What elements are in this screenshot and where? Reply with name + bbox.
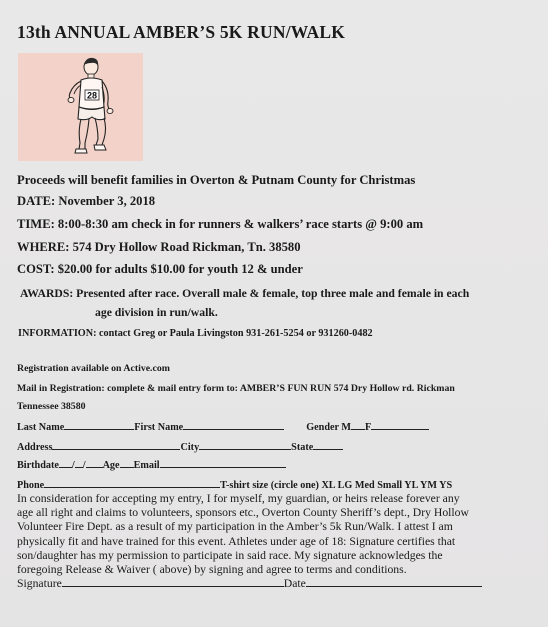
waiver-line: In consideration for accepting my entry, I for myself, my guardian, or heirs release forever any [17, 492, 460, 505]
phone-field[interactable] [44, 478, 220, 488]
signature-date-field[interactable] [306, 577, 482, 587]
waiver-line: Volunteer Fire Dept. as a result of my participation in the Amber’s 5k Run/Walk. I attest I am [17, 520, 453, 534]
phone-row [17, 478, 452, 491]
signature-row [17, 577, 529, 591]
where-line: WHERE: 574 Dry Hollow Road Rickman, Tn. 38580 [17, 240, 301, 254]
waiver-paragraph [17, 492, 529, 591]
signature-field[interactable] [62, 577, 284, 587]
birth-day-field[interactable] [75, 458, 83, 468]
email-field[interactable] [160, 458, 286, 468]
first-name-label: First Name [134, 422, 184, 433]
awards-line-2: age division in run/walk. [95, 306, 218, 319]
state-field[interactable] [313, 440, 343, 450]
time-line: TIME: 8:00-8:30 am check in for runners & walkers’ race starts @ 9:00 am [17, 217, 424, 231]
cost-line: COST: $20.00 for adults $10.00 for youth 12 & under [17, 262, 303, 276]
birth-month-field[interactable] [59, 458, 72, 468]
waiver-line: physically fit and have trained for this event. Athletes under age of 18: Signature certifies that [17, 534, 456, 548]
gender-f-label: F [365, 422, 372, 433]
date-label: Date [283, 577, 306, 591]
email-label: Email [133, 460, 160, 471]
birthdate-row [17, 458, 286, 471]
runner-icon [18, 53, 143, 161]
bib-number: 28 [86, 90, 98, 101]
tshirt-label: T-shirt size (circle one) XL LG Med Small YL YM YS [220, 480, 453, 491]
mail-registration-line-2: Tennessee 38580 [17, 401, 86, 412]
information-line: INFORMATION: contact Greg or Paula Livingston 931-261-5254 or 931260-0482 [18, 328, 373, 339]
waiver-line: age all right and claims to volunteers, sponsors etc., Overton County Sheriff’s dept., Dry Hollow [17, 506, 469, 520]
date-line: DATE: November 3, 2018 [17, 194, 156, 208]
city-field[interactable] [199, 440, 291, 450]
last-name-label: Last Name [17, 422, 65, 433]
runner-illustration [18, 53, 143, 161]
birthdate-slash: / [71, 460, 75, 471]
last-name-field[interactable] [64, 420, 134, 430]
birthdate-slash: / [82, 460, 86, 471]
waiver-line: foregoing Release & Waiver ( above) by signing and agree to terms and conditions. [17, 563, 407, 577]
proceeds-text: Proceeds will benefit families in Overton & Putnam County for Christmas [17, 173, 416, 187]
awards-line-1: AWARDS: Presented after race. Overall male & female, top three male and female in each [20, 287, 470, 300]
registration-online: Registration available on Active.com [17, 363, 170, 374]
phone-label: Phone [17, 480, 45, 491]
age-field[interactable] [120, 458, 134, 468]
name-row [17, 420, 429, 433]
signature-label: Signature [17, 577, 62, 591]
gender-f-field[interactable] [371, 420, 429, 430]
age-label: Age [102, 460, 120, 471]
address-label: Address [17, 442, 53, 453]
first-name-field[interactable] [183, 420, 284, 430]
gender-label: Gender M [306, 422, 352, 433]
address-field[interactable] [52, 440, 180, 450]
birth-year-field[interactable] [86, 458, 103, 468]
flyer-title: 13th ANNUAL AMBER’S 5K RUN/WALK [17, 22, 346, 42]
waiver-line: son/daughter has my permission to participate in said race. My signature acknowledges the [17, 548, 443, 562]
gender-m-field[interactable] [351, 420, 365, 430]
mail-registration-line-1: Mail in Registration: complete & mail entry form to: AMBER’S FUN RUN 574 Dry Hollow rd. Rickman [17, 383, 455, 394]
city-label: City [180, 442, 200, 453]
birthdate-label: Birthdate [17, 460, 59, 471]
address-row [17, 440, 343, 453]
state-label: State [291, 442, 314, 453]
